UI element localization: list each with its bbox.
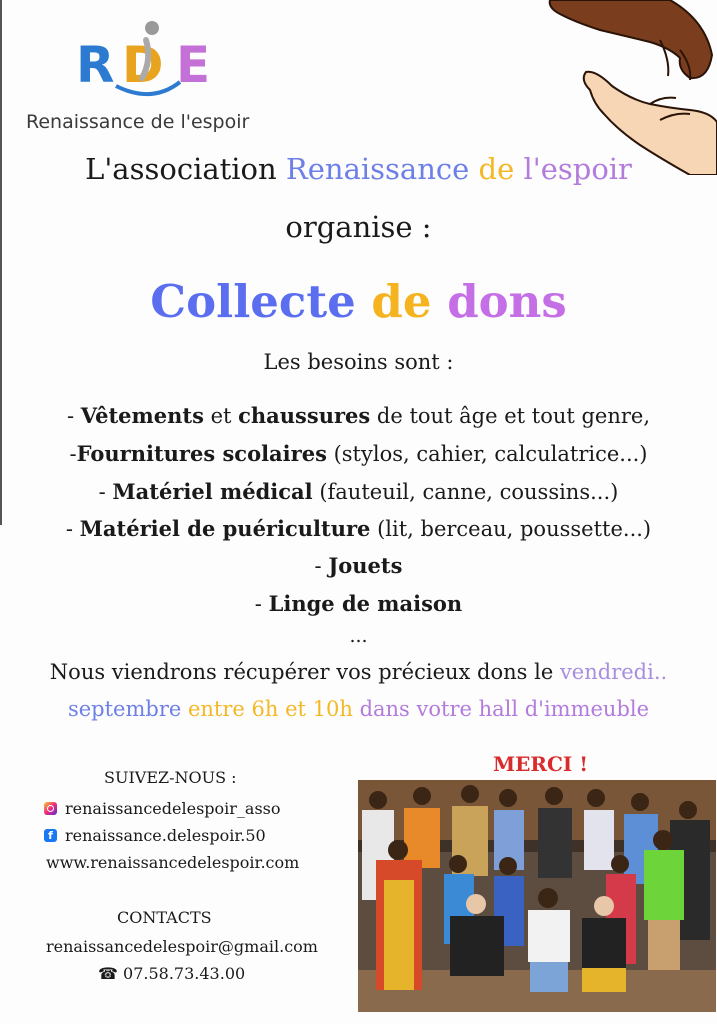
pickup-text: Nous viendrons récupérer vos précieux dons le: [49, 660, 560, 684]
need-rest: de tout âge et tout genre,: [370, 404, 651, 428]
email-link[interactable]: renaissancedelespoir@gmail.com: [46, 937, 318, 956]
need-rest: (lit, berceau, poussette...): [370, 517, 652, 541]
instagram-icon: [44, 802, 57, 815]
svg-text:D: D: [122, 36, 164, 94]
organise-line: organise :: [285, 210, 432, 244]
facebook-handle: renaissance.delespoir.50: [65, 826, 266, 845]
need-item-childcare: [0, 516, 717, 541]
facebook-link[interactable]: [44, 826, 266, 845]
need-rest: (fauteuil, canne, coussins...): [312, 480, 619, 504]
follow-title: SUIVEZ-NOUS :: [104, 768, 237, 787]
event-title: [0, 275, 717, 328]
svg-text:R: R: [76, 36, 115, 94]
need-bold: Linge de maison: [268, 591, 463, 616]
need-mid: et: [203, 404, 239, 428]
association-name-part1: Renaissance: [285, 152, 470, 186]
need-bold: Matériel de puériculture: [79, 516, 371, 541]
logo-subtitle: Renaissance de l'espoir: [26, 111, 250, 133]
website-link[interactable]: www.renaissancedelespoir.com: [46, 853, 300, 872]
facebook-icon: f: [44, 829, 57, 842]
need-item-linen: [0, 591, 717, 616]
need-bold: Fournitures scolaires: [76, 441, 327, 466]
need-prefix: -: [314, 554, 329, 578]
instagram-handle: renaissancedelespoir_asso: [65, 799, 281, 818]
need-prefix: -: [65, 517, 80, 541]
pickup-date: vendredi..: [559, 660, 668, 684]
pickup-line-1: [0, 660, 717, 684]
need-item-clothes: [0, 403, 717, 428]
phone-icon: ☎: [98, 964, 118, 983]
pickup-location: dans votre hall d'immeuble: [359, 697, 650, 721]
need-prefix: -: [254, 592, 269, 616]
need-prefix: -: [66, 404, 81, 428]
need-bold: Matériel médical: [112, 479, 313, 504]
need-bold: chaussures: [238, 403, 371, 428]
need-item-toys: [0, 553, 717, 578]
title-word-de: de: [371, 275, 432, 328]
title-word-dons: dons: [447, 275, 567, 328]
phone-line[interactable]: [98, 964, 245, 983]
needs-intro: Les besoins sont :: [263, 350, 454, 374]
need-item-school: [0, 441, 717, 466]
group-photo: [358, 780, 716, 1012]
svg-text:E: E: [176, 36, 211, 94]
need-bold: Jouets: [328, 553, 403, 578]
helping-hands-illustration: [520, 0, 717, 175]
need-bold: Vêtements: [80, 403, 204, 428]
contacts-title: CONTACTS: [117, 908, 212, 927]
association-prefix: L'association: [85, 152, 286, 186]
phone-number: 07.58.73.43.00: [123, 964, 246, 983]
pickup-month: septembre: [67, 697, 182, 721]
needs-ellipsis: ...: [349, 625, 368, 647]
need-prefix: -: [69, 442, 77, 466]
pickup-line-2: [0, 697, 717, 721]
association-name-part2: de: [478, 152, 515, 186]
instagram-link[interactable]: [44, 799, 281, 818]
association-name-part3: l'espoir: [523, 152, 632, 186]
title-word-collecte: Collecte: [150, 275, 356, 328]
need-prefix: -: [98, 480, 113, 504]
need-rest: (stylos, cahier, calculatrice...): [326, 442, 648, 466]
thanks-text: MERCI !: [493, 752, 589, 776]
pickup-time: entre 6h et 10h: [187, 697, 353, 721]
need-item-medical: [0, 479, 717, 504]
association-line: [0, 152, 717, 186]
rde-logo: [76, 20, 216, 100]
